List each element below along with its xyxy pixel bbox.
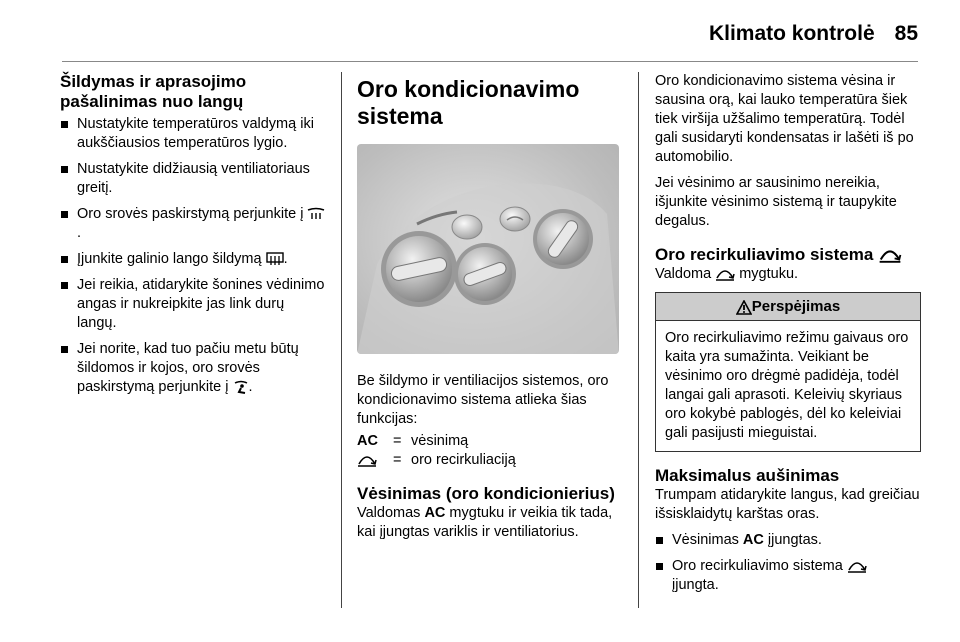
list-item: Vėsinimas AC įjungtas.	[655, 531, 921, 550]
list-item: Oro srovės paskirstymą perjunkite į .	[60, 205, 326, 243]
fuel-saving-paragraph: Jei vėsinimo ar sausinimo nereikia, išjunkite vėsinimo sistemą ir taupykite degalus.	[655, 175, 897, 229]
climate-panel-illustration	[357, 144, 619, 354]
chapter-title: Klimato kontrolė	[708, 22, 875, 45]
recirculation-icon	[878, 248, 902, 263]
ac-button	[452, 215, 482, 239]
cooling-description: Valdomas AC mygtuku ir veikia tik tada, kai įjungtas variklis ir ventiliatorius.	[357, 505, 613, 540]
recirculation-button	[500, 207, 530, 231]
recirculation-icon	[715, 268, 735, 281]
page-number: 85	[894, 22, 918, 45]
climate-control-panel-image	[357, 144, 619, 354]
column-divider-1	[341, 72, 342, 608]
warning-box	[655, 292, 921, 452]
rear-window-heating-icon	[266, 252, 284, 266]
column-divider-2	[638, 72, 639, 608]
column-3	[655, 72, 921, 602]
list-item: Jei norite, kad tuo pačiu metu būtų šildomos ir kojos, oro srovės paskirstymą perjunkite į .	[60, 340, 326, 397]
function-definitions	[357, 432, 619, 470]
max-cooling-steps	[655, 531, 921, 595]
list-item: Nustatykite temperatūros valdymą iki aukščiausios temperatūros lygio.	[60, 115, 326, 153]
warning-text: Oro recirkuliavimo režimu gaivaus oro kaita yra sumažinta. Veikiant be vėsinimo oro drėgmė padidėja, todėl langai gali aprasoti. Keleivių skyriaus oro kokybė pablogės, dėl ko keleiviai gali pasijusti mieguistai.	[665, 330, 909, 441]
page-header	[709, 22, 918, 46]
recirculation-control: Valdoma mygtuku.	[655, 266, 799, 282]
warning-header: Perspėjimas	[656, 293, 920, 321]
temperature-knob	[381, 231, 457, 307]
list-item: Oro recirkuliavimo sistema įjungta.	[655, 557, 921, 595]
section-heading-defog: Šildymas ir aprasojimo pašalinimas nuo langų	[60, 72, 247, 111]
list-item: Įjunkite galinio lango šildymą .	[60, 250, 326, 269]
ac-operation-paragraph: Oro kondicionavimo sistema vėsina ir sausina orą, kai lauko temperatūra šiek tiek viršija užšalimo temperatūrą. Todėl gali susidaryti kondensatas ir lašėti iš po automobilio.	[655, 73, 914, 165]
column-2	[357, 72, 619, 542]
section-title-ac: Oro kondicionavimo sistema	[357, 76, 580, 129]
column-1	[60, 72, 326, 404]
recirculation-icon	[847, 560, 867, 573]
windscreen-airflow-icon	[307, 207, 325, 221]
header-rule	[62, 61, 918, 62]
fan-speed-knob	[454, 243, 516, 305]
warning-triangle-icon	[736, 300, 752, 315]
air-distribution-knob	[533, 209, 593, 269]
section-heading-cooling: Vėsinimas (oro kondicionierius)	[357, 484, 615, 503]
definition-recirculation: = oro recirkuliaciją	[357, 451, 619, 470]
max-cooling-intro: Trumpam atidarykite langus, kad greičiau išsisklaidytų karštas oras.	[655, 487, 920, 522]
list-item: Jei reikia, atidarykite šonines vėdinimo angas ir nukreipkite jas link durų langų.	[60, 276, 326, 333]
foot-and-windscreen-airflow-icon	[233, 379, 249, 395]
recirculation-icon	[357, 454, 377, 467]
defog-steps	[60, 115, 326, 397]
section-heading-recirculation: Oro recirkuliavimo sistema	[655, 245, 921, 265]
section-heading-max-cooling: Maksimalus aušinimas	[655, 466, 840, 485]
ac-intro: Be šildymo ir ventiliacijos sistemos, oro kondicionavimo sistema atlieka šias funkcijas:	[357, 373, 609, 427]
definition-ac: AC = vėsinimą	[357, 433, 469, 449]
list-item: Nustatykite didžiausią ventiliatoriaus greitį.	[60, 160, 326, 198]
